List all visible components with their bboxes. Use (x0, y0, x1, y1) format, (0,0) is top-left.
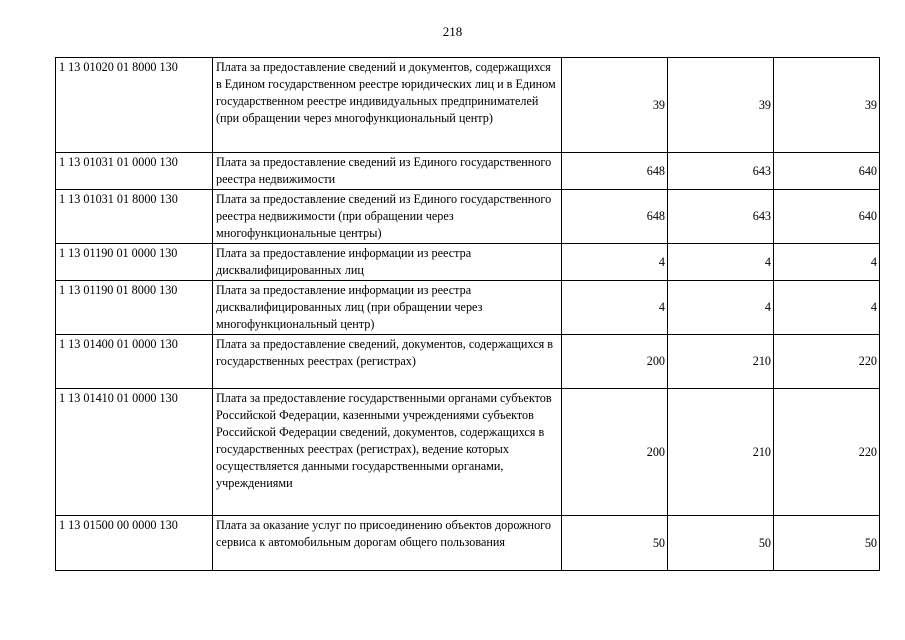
row-value-1: 50 (562, 516, 668, 571)
row-value-1: 200 (562, 389, 668, 516)
row-code: 1 13 01400 01 0000 130 (56, 335, 213, 389)
row-value-2: 50 (668, 516, 774, 571)
row-name: Плата за предоставление сведений из Единого государственного реестра недвижимости (при обращении через многофункциональные центры) (213, 190, 562, 244)
table-row (56, 190, 880, 244)
table-row (56, 516, 880, 571)
row-value-1: 4 (562, 244, 668, 281)
row-value-1: 4 (562, 281, 668, 335)
row-value-2: 4 (668, 281, 774, 335)
row-value-2: 210 (668, 335, 774, 389)
table-row (56, 58, 880, 153)
table-row (56, 281, 880, 335)
page-number: 218 (442, 24, 463, 39)
row-code: 1 13 01190 01 8000 130 (56, 281, 213, 335)
row-name: Плата за предоставление информации из реестра дисквалифицированных лиц (213, 244, 562, 281)
row-value-3: 4 (774, 281, 880, 335)
row-code: 1 13 01031 01 0000 130 (56, 153, 213, 190)
row-value-3: 4 (774, 244, 880, 281)
table-row (56, 389, 880, 516)
row-value-1: 648 (562, 190, 668, 244)
row-value-3: 220 (774, 389, 880, 516)
row-value-2: 643 (668, 190, 774, 244)
table-row (56, 244, 880, 281)
row-value-3: 39 (774, 58, 880, 153)
row-value-3: 220 (774, 335, 880, 389)
row-value-2: 39 (668, 58, 774, 153)
revenue-table (55, 57, 880, 571)
row-name: Плата за предоставление сведений и документов, содержащихся в Едином государственном реестре юридических лиц и в Едином государственном реестре индивидуальных предпринимателей (при обращении через многофункциональный центр) (213, 58, 562, 153)
table-row (56, 153, 880, 190)
row-name: Плата за предоставление сведений, документов, содержащихся в государственных реестрах (регистрах) (213, 335, 562, 389)
row-code: 1 13 01410 01 0000 130 (56, 389, 213, 516)
row-value-1: 648 (562, 153, 668, 190)
row-name: Плата за предоставление информации из реестра дисквалифицированных лиц (при обращении через многофункциональный центр) (213, 281, 562, 335)
row-value-3: 640 (774, 153, 880, 190)
row-code: 1 13 01190 01 0000 130 (56, 244, 213, 281)
row-value-3: 50 (774, 516, 880, 571)
row-code: 1 13 01500 00 0000 130 (56, 516, 213, 571)
row-value-2: 643 (668, 153, 774, 190)
row-value-1: 200 (562, 335, 668, 389)
row-code: 1 13 01020 01 8000 130 (56, 58, 213, 153)
row-code: 1 13 01031 01 8000 130 (56, 190, 213, 244)
row-value-2: 210 (668, 389, 774, 516)
row-name: Плата за предоставление государственными органами субъектов Российской Федерации, казенными учреждениями субъектов Российской Федерации сведений, документов, содержащихся в государственных реестрах (регистрах), ведение которых осуществляется данными государственными органами, учреждениями (213, 389, 562, 516)
row-name: Плата за предоставление сведений из Единого государственного реестра недвижимости (213, 153, 562, 190)
table-row (56, 335, 880, 389)
row-value-3: 640 (774, 190, 880, 244)
row-name: Плата за оказание услуг по присоединению объектов дорожного сервиса к автомобильным дорогам общего пользования (213, 516, 562, 571)
row-value-2: 4 (668, 244, 774, 281)
row-value-1: 39 (562, 58, 668, 153)
